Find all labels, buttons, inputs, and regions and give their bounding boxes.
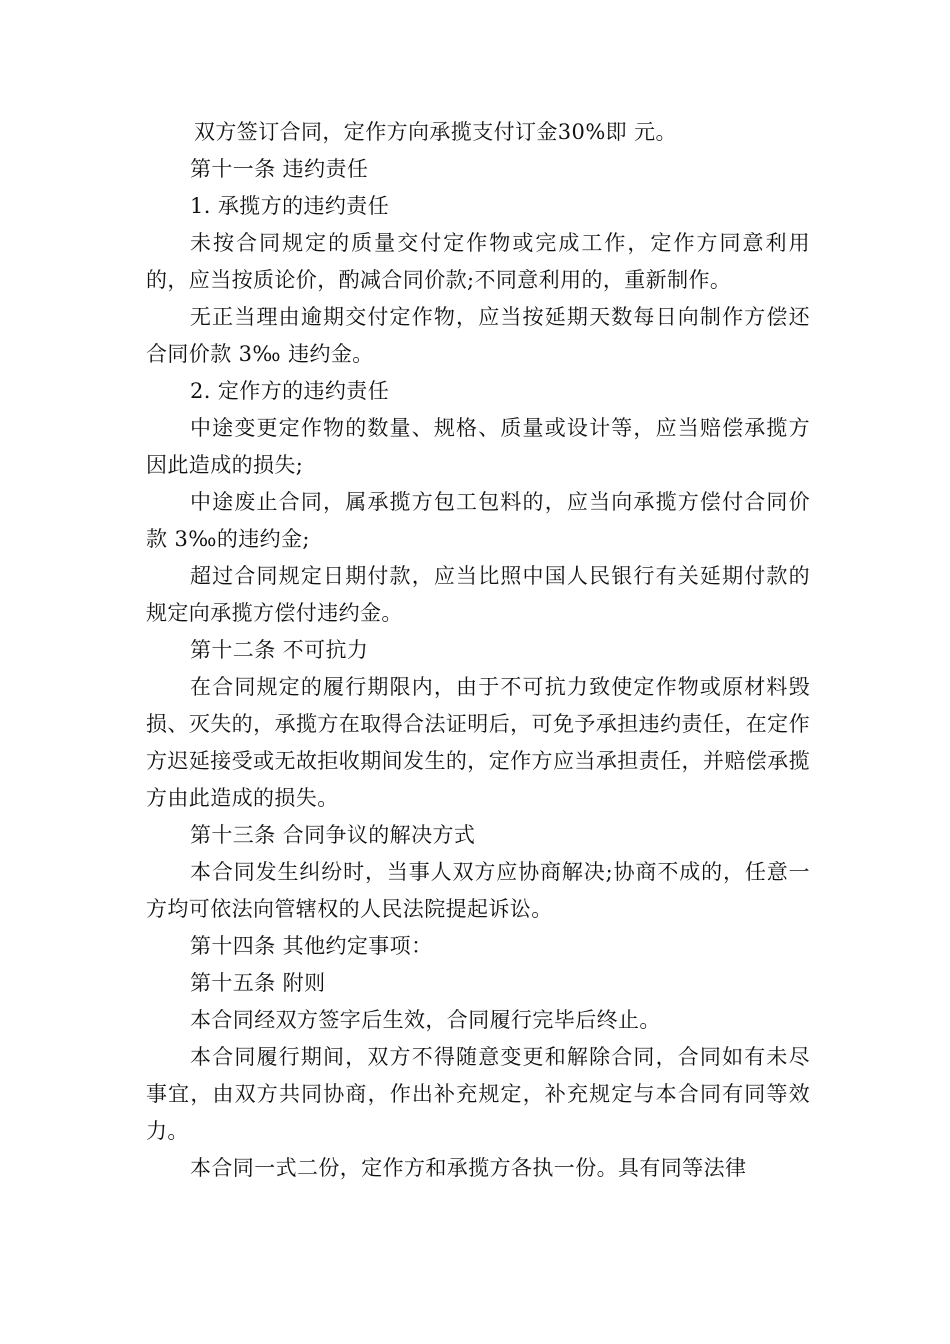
article-12-heading: 第十二条 不可抗力 — [190, 638, 369, 662]
article-15-heading: 第十五条 附则 — [190, 971, 326, 995]
paragraph-effective: 本合同经双方签字后生效，合同履行完毕后终止。 — [190, 1008, 661, 1032]
paragraph-change-order: 中途变更定作物的数量、规格、质量或设计等，应当赔偿承揽方因此造成的损失; — [146, 416, 810, 477]
paragraph-late-payment: 超过合同规定日期付款，应当比照中国人民银行有关延期付款的规定向承揽方偿付违约金。 — [146, 564, 810, 625]
paragraph-dispute: 本合同发生纠纷时，当事人双方应协商解决;协商不成的，任意一方均可依法向管辖权的人民法院提起诉讼。 — [146, 860, 810, 921]
article-13-heading: 第十三条 合同争议的解决方式 — [190, 823, 476, 847]
paragraph-copies: 本合同一式二份，定作方和承揽方各执一份。具有同等法律 — [190, 1156, 747, 1180]
paragraph-amendment: 本合同履行期间，双方不得随意变更和解除合同，合同如有未尽事宜，由双方共同协商，作出补充规定，补充规定与本合同有同等效力。 — [146, 1045, 810, 1143]
paragraph-deposit: 双方签订合同，定作方向承揽支付订金30%即 元。 — [194, 120, 677, 144]
paragraph-force-majeure: 在合同规定的履行期限内，由于不可抗力致使定作物或原材料毁损、灭失的，承揽方在取得合法证明后，可免予承担违约责任，在定作方迟延接受或无故拒收期间发生的，定作方应当承担责任，并赔偿承揽方由此造成的损失。 — [146, 675, 810, 810]
paragraph-quality-breach: 未按合同规定的质量交付定作物或完成工作，定作方同意利用的，应当按质论价，酌减合同价款;不同意利用的，重新制作。 — [146, 231, 810, 292]
orderer-liability-heading: 2. 定作方的违约责任 — [190, 379, 390, 403]
document-body — [146, 114, 810, 1187]
paragraph-late-delivery: 无正当理由逾期交付定作物，应当按延期天数每日向制作方偿还合同价款 3‰ 违约金。 — [146, 305, 810, 366]
article-14-heading: 第十四条 其他约定事项： — [190, 934, 433, 958]
contractor-liability-heading: 1. 承揽方的违约责任 — [190, 194, 390, 218]
paragraph-abort-contract: 中途废止合同，属承揽方包工包料的，应当向承揽方偿付合同价款 3‰的违约金; — [146, 490, 810, 551]
article-11-heading: 第十一条 违约责任 — [190, 157, 369, 181]
